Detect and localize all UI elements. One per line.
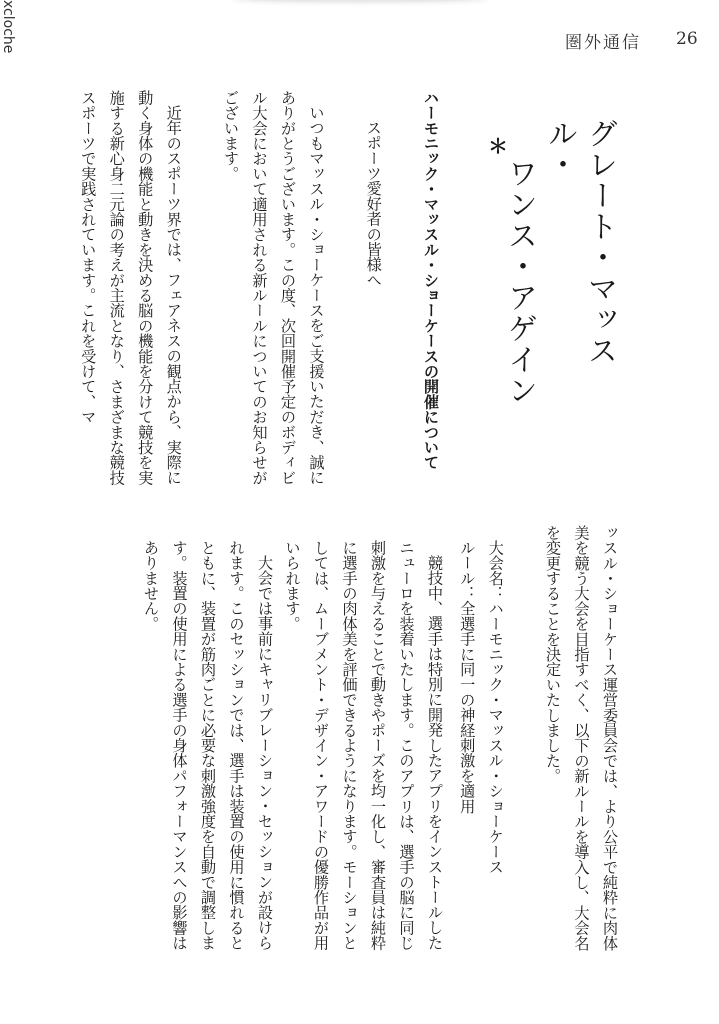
upper-text-block: [74, 90, 445, 495]
paragraph-1: いつもマッスル・ショーケースをご支援いただき、誠にありがとうございます。この度、次回開催予定のボディビル大会において適用される新ルールについてのお知らせがございます。: [222, 90, 326, 486]
lower-right-text-block: [453, 525, 624, 955]
page-top-shadow: [230, 0, 490, 2]
author-name: xcloche: [0, 0, 16, 54]
lower-left-text-block-2: [137, 540, 280, 955]
rule-name: 大会名：ハーモニック・マッスル・ショーケース: [486, 540, 505, 875]
paragraph-5: 大会では事前にキャリブレーション・セッションが設けられます。このセッションでは、選手は装置の使用に慣れるとともに、装置が筋肉ごとに必要な刺激強度を自動で調整します。装置の使用による選手の身体パフォーマンスへの影響はありません。: [142, 540, 274, 951]
section-heading: ハーモニック・マッスル・ショーケースの開催について: [422, 90, 440, 470]
running-head: 圏外通信: [565, 33, 641, 53]
salutation: スポーツ愛好者の皆様へ: [364, 120, 383, 288]
rule-detail: ルール：全選手に同一の神経刺激を適用: [458, 540, 477, 814]
article-title: [499, 118, 619, 408]
paragraph-4: 競技中、選手は特別に開発したアプリをインストールしたニューロを装着いたします。このアプリは、選手の脳に同じ刺激を与えることで動きやポーズを均一化し、審査員は純粋に選手の肉体美を評価できるようになります。モーションとしては、ムーブメント・デザイン・アワードの優勝作品が用いられます。: [283, 540, 444, 951]
section-separator: ＊: [488, 134, 508, 158]
paragraph-2: 近年のスポーツ界では、フェアネスの観点から、実際に動く身体の機能と動きを決める脳の機能を分けて競技を実施する新心身二元論の考えが主流となり、さまざまな競技スポーツで実践されています。これを受けて、マ: [79, 90, 183, 486]
page-number: 26: [676, 29, 698, 49]
title-line-1: グレート・マッスル・: [542, 118, 617, 366]
title-line-2: ワンス・アゲイン: [502, 158, 537, 406]
paragraph-3: ッスル・ショーケース運営委員会では、より公平で純粋に肉体美を競う大会を目指すべく、以下の新ルールを導入し、大会名を変更することを決定いたしました。: [544, 525, 619, 951]
lower-left-text-block: [278, 540, 449, 955]
